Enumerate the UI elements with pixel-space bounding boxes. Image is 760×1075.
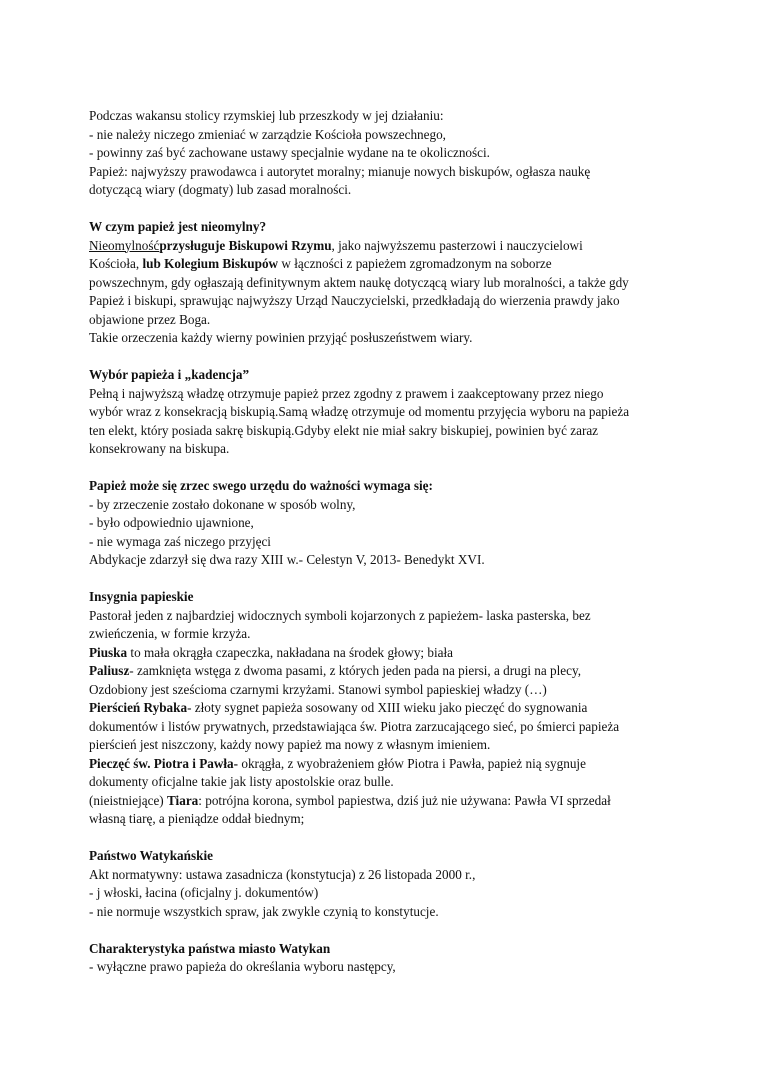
text-line: Podczas wakansu stolicy rzymskiej lub przeszkody w jej działaniu: <box>89 108 444 123</box>
text-line: dotyczącą wiary (dogmaty) lub zasad moralności. <box>89 182 352 197</box>
bold-term: Pierścień Rybaka <box>89 700 188 715</box>
text-line: Akt normatywny: ustawa zasadnicza (konstytucja) z 26 listopada 2000 r., <box>89 866 476 882</box>
text-line <box>89 644 689 663</box>
paragraph-gap <box>89 921 689 940</box>
text-line: własną tiarę, a pieniądze oddał biednym; <box>89 811 305 826</box>
text-line <box>89 755 689 774</box>
text-line: dokumentów i listów prywatnych, przedstawiająca św. Piotra zarzucającego sieć, po śmierci papieża <box>89 718 620 734</box>
text-line: Abdykacje zdarzył się dwa razy XIII w.- Celestyn V, 2013- Benedykt XVI. <box>89 552 485 567</box>
paragraph-gap <box>89 829 689 848</box>
text-line: dokumenty oficjalne takie jak listy apostolskie oraz bulle. <box>89 774 394 789</box>
section-heading: Papież może się zrzec swego urzędu do ważności wymaga się: <box>89 478 433 493</box>
underlined-term: Nieomylność <box>89 237 160 253</box>
text-line: Pełną i najwyższą władzę otrzymuje papież przez zgodny z prawem i zaakceptowany przez niego <box>89 385 604 401</box>
text-run: okrągła, z wyobrażeniem głów Piotra i Pawła, papież nią sygnuje <box>238 755 586 771</box>
text-line: - nie wymaga zaś niczego przyjęci <box>89 533 271 549</box>
bold-term: Tiara <box>167 792 199 808</box>
text-line <box>89 255 689 274</box>
text-line: - było odpowiednio ujawnione, <box>89 515 254 530</box>
text-line: - wyłączne prawo papieża do określania wyboru następcy, <box>89 959 396 974</box>
text-line: konsekrowany na biskupa. <box>89 441 230 456</box>
paragraph-gap <box>89 570 689 589</box>
text-run: to mała okrągła czapeczka, nakładana na środek głowy; biała <box>127 644 454 660</box>
text-line: pierścień jest niszczony, każdy nowy papież ma nowy z własnym imieniem. <box>89 737 491 752</box>
text-line: powszechnym, gdy ogłaszają definitywnym aktem naukę dotyczącą wiary lub moralności, a także gdy <box>89 274 629 290</box>
text-run: : potrójna korona, symbol papiestwa, dziś już nie używana: Pawła VI sprzedał <box>198 792 611 808</box>
text-run: , jako najwyższemu pasterzowi i nauczycielowi <box>331 237 583 253</box>
text-run: w łączności z papieżem zgromadzonym na soborze <box>278 256 552 271</box>
text-line: Takie orzeczenia każdy wierny powinien przyjąć posłuszeństwem wiary. <box>89 330 473 345</box>
text-line: Pastorał jeden z najbardziej widocznych symboli kojarzonych z papieżem- laska pasterska, bez <box>89 607 591 623</box>
paragraph-gap <box>89 348 689 367</box>
paragraph-gap <box>89 459 689 478</box>
text-line <box>89 237 689 256</box>
section-heading: Insygnia papieskie <box>89 589 194 604</box>
text-line: - by zrzeczenie zostało dokonane w sposób wolny, <box>89 496 356 512</box>
bold-term: lub Kolegium Biskupów <box>142 256 279 271</box>
text-run: Kościoła, <box>89 256 143 271</box>
section-heading: Państwo Watykańskie <box>89 848 213 863</box>
text-line: - powinny zaś być zachowane ustawy specjalnie wydane na te okoliczności. <box>89 145 490 160</box>
text-line: - nie należy niczego zmieniać w zarządzie Kościoła powszechnego, <box>89 126 446 142</box>
text-line: wybór wraz z konsekracją biskupią.Samą władzę otrzymuje od momentu przyjęcia wyboru na papieża <box>89 404 630 419</box>
document-body <box>89 107 689 977</box>
text-run: - zamknięta wstęga z dwoma pasami, z których jeden pada na piersi, a drugi na plecy, <box>129 663 582 678</box>
text-line <box>89 662 689 681</box>
text-line <box>89 699 689 718</box>
text-line: - j włoski, łacina (oficjalny j. dokumentów) <box>89 885 319 900</box>
bold-term: przysługuje Biskupowi Rzymu <box>159 237 332 253</box>
bold-term: Paliusz <box>89 663 130 678</box>
text-line: Papież: najwyższy prawodawca i autorytet moralny; mianuje nowych biskupów, ogłasza naukę <box>89 163 591 179</box>
section-heading: Charakterystyka państwa miasto Watykan <box>89 940 331 956</box>
section-heading: W czym papież jest nieomylny? <box>89 219 267 234</box>
paragraph-gap <box>89 200 689 219</box>
text-line: Ozdobiony jest sześcioma czarnymi krzyżami. Stanowi symbol papieskiej władzy (…) <box>89 681 547 697</box>
text-line: Papież i biskupi, sprawując najwyższy Urząd Nauczycielski, przedkładają do wierzenia prawdy jako <box>89 293 620 308</box>
text-run: - złoty sygnet papieża sosowany od XIII wieku jako pieczęć do sygnowania <box>187 700 588 715</box>
text-line: zwieńczenia, w formie krzyża. <box>89 626 251 641</box>
text-run: (nieistniejące) <box>89 792 167 808</box>
text-line <box>89 792 689 811</box>
bold-term: Pieczęć św. Piotra i Pawła- <box>89 755 239 771</box>
text-line: ten elekt, który posiada sakrę biskupią.Gdyby elekt nie miał sakry biskupiej, powinien być zaraz <box>89 422 599 438</box>
bold-term: Piuska <box>89 644 128 660</box>
section-heading: Wybór papieża i „kadencja” <box>89 367 250 382</box>
text-line: - nie normuje wszystkich spraw, jak zwykle czynią to konstytucje. <box>89 903 439 919</box>
text-line: objawione przez Boga. <box>89 311 211 327</box>
